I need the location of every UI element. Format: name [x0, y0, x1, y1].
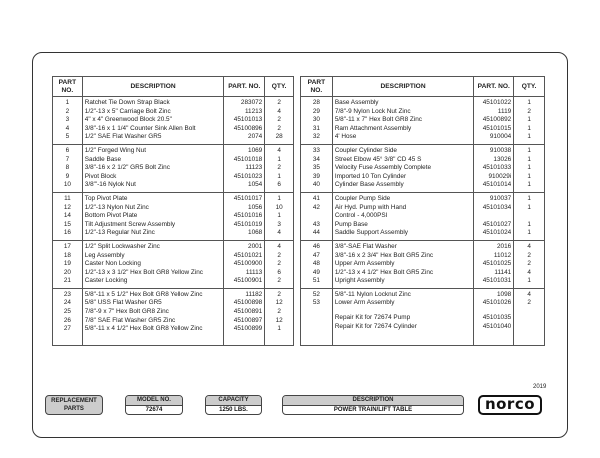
header-qty: QTY. — [514, 77, 545, 97]
part-no-cell: 18 — [53, 252, 83, 261]
part-no-cell: 33 — [301, 144, 333, 155]
table-row — [53, 212, 294, 221]
table-row — [53, 173, 294, 182]
description-cell: Saddle Base — [82, 156, 224, 165]
part-number-cell: 45101014 — [474, 181, 514, 192]
description-cell: 5/8"-11 x 5 1/2" Hex Bolt GR8 Yellow Zinc — [82, 288, 224, 299]
qty-cell: 1 — [265, 173, 294, 182]
part-no-cell: 4 — [53, 125, 83, 134]
part-no-cell — [301, 212, 333, 221]
part-number-cell: 45100891 — [224, 308, 265, 317]
part-no-cell: 48 — [301, 260, 333, 269]
qty-cell: 1 — [514, 221, 545, 230]
description-cell: 1/2"-13 Nylon Nut Zinc — [82, 204, 224, 213]
table-row — [301, 277, 545, 288]
qty-cell: 1 — [514, 204, 545, 213]
qty-cell: 1 — [514, 277, 545, 288]
qty-cell: 12 — [265, 317, 294, 326]
qty-cell: 1 — [265, 325, 294, 336]
table-row — [301, 116, 545, 125]
part-no-cell: 49 — [301, 269, 333, 278]
part-no-cell: 30 — [301, 116, 333, 125]
part-no-cell: 11 — [53, 192, 83, 203]
filler-cell — [514, 333, 545, 345]
part-number-cell: 11213 — [224, 108, 265, 117]
qty-cell: 2 — [265, 288, 294, 299]
part-no-cell: 1 — [53, 97, 83, 108]
part-number-cell: 45100897 — [224, 317, 265, 326]
description-cell: Coupler Pump Side — [332, 192, 473, 203]
header-part-no: PART NO. — [53, 77, 83, 97]
qty-cell: 1 — [514, 156, 545, 165]
qty-cell: 2 — [265, 277, 294, 288]
description-cell: 7/8"-9 Nylon Lock Nut Zinc — [332, 108, 473, 117]
replacement-parts-text: REPLACEMENT PARTS — [51, 398, 97, 412]
table-row — [301, 192, 545, 203]
qty-cell: 1 — [514, 192, 545, 203]
part-number-cell — [474, 212, 514, 221]
header-part-number: PART. NO. — [474, 77, 514, 97]
table-row — [301, 125, 545, 134]
header-description: DESCRIPTION — [82, 77, 224, 97]
table-row — [53, 260, 294, 269]
qty-cell: 2 — [265, 308, 294, 317]
part-number-cell: 45100899 — [224, 325, 265, 336]
description-cell: 4" x 4" Greenwood Block 20.5" — [82, 116, 224, 125]
capacity-value: 1250 LBS. — [219, 407, 248, 413]
part-no-cell: 25 — [53, 308, 83, 317]
part-no-cell: 14 — [53, 212, 83, 221]
qty-cell: 1 — [265, 192, 294, 203]
filler-cell — [301, 333, 333, 345]
part-no-cell: 32 — [301, 133, 333, 144]
table-row — [53, 181, 294, 192]
part-number-cell: 45100892 — [474, 116, 514, 125]
table-row — [301, 164, 545, 173]
qty-cell: 2 — [514, 252, 545, 261]
part-no-cell: 23 — [53, 288, 83, 299]
table-row — [301, 252, 545, 261]
filler-cell — [265, 336, 294, 346]
qty-cell: 1 — [514, 144, 545, 155]
description-cell: 1/2"-13 x 5" Carriage Bolt Zinc — [82, 108, 224, 117]
description-cell: 5/8" USS Flat Washer GR5 — [82, 299, 224, 308]
table-row — [301, 240, 545, 251]
qty-cell: 2 — [265, 260, 294, 269]
part-number-cell: 45101013 — [224, 116, 265, 125]
table-row — [53, 240, 294, 251]
qty-cell: 1 — [514, 116, 545, 125]
qty-cell: 2 — [265, 164, 294, 173]
part-no-cell: 29 — [301, 108, 333, 117]
description-cell: Tilt Adjustment Screw Assembly — [82, 221, 224, 230]
qty-cell: 1 — [514, 133, 545, 144]
description-cell: Pivot Block — [82, 173, 224, 182]
qty-cell: 1 — [514, 173, 545, 182]
description-value: POWER TRAIN/LIFT TABLE — [333, 407, 413, 413]
qty-cell: 2 — [265, 97, 294, 108]
part-no-cell: 35 — [301, 164, 333, 173]
part-number-cell: 45101019 — [224, 221, 265, 230]
replacement-parts-label — [45, 395, 103, 415]
part-no-cell — [301, 323, 333, 334]
table-row — [301, 221, 545, 230]
table-row — [301, 133, 545, 144]
part-number-cell: 45101035 — [474, 314, 514, 323]
part-number-cell: 45101024 — [474, 229, 514, 240]
table-row — [53, 252, 294, 261]
qty-cell: 4 — [514, 269, 545, 278]
part-number-cell: 1056 — [224, 204, 265, 213]
table-row — [301, 204, 545, 213]
description-cell: 1/2"-13 x 4 1/2" Hex Bolt GR5 Zinc — [332, 269, 473, 278]
part-no-cell: 34 — [301, 156, 333, 165]
part-number-cell: 45100900 — [224, 260, 265, 269]
part-number-cell: 45100901 — [224, 277, 265, 288]
description-cell: Repair Kit for 72674 Pump — [332, 314, 473, 323]
part-no-cell: 41 — [301, 192, 333, 203]
parts-table-left — [52, 76, 294, 346]
part-number-cell: 45101022 — [474, 97, 514, 108]
description-cell: 5/8"-11 Nylon Locknut Zinc — [332, 288, 473, 299]
qty-cell: 4 — [265, 229, 294, 240]
table-row — [53, 221, 294, 230]
part-no-cell: 53 — [301, 299, 333, 308]
part-number-cell: 11012 — [474, 252, 514, 261]
filler-cell — [53, 336, 83, 346]
part-no-cell — [301, 314, 333, 323]
qty-cell: 2 — [514, 108, 545, 117]
parts-table-right — [300, 76, 545, 346]
table-row — [53, 204, 294, 213]
description-cell: Upright Assembly — [332, 277, 473, 288]
table-row — [301, 144, 545, 155]
part-number-cell: 1119 — [474, 108, 514, 117]
part-no-cell: 26 — [53, 317, 83, 326]
part-no-cell: 47 — [301, 252, 333, 261]
table-row — [301, 156, 545, 165]
part-no-cell: 43 — [301, 221, 333, 230]
qty-cell: 6 — [265, 181, 294, 192]
table-row — [53, 299, 294, 308]
qty-cell: 2 — [265, 252, 294, 261]
part-number-cell: 11182 — [224, 288, 265, 299]
table-row — [53, 164, 294, 173]
part-no-cell: 21 — [53, 277, 83, 288]
description-cell: 3/8"-16 x 2 1/2" GR5 Bolt Zinc — [82, 164, 224, 173]
qty-cell: 1 — [514, 164, 545, 173]
qty-cell: 4 — [514, 288, 545, 299]
part-no-cell: 2 — [53, 108, 83, 117]
part-number-cell: 45101017 — [224, 192, 265, 203]
model-label: MODEL NO. — [126, 396, 182, 406]
qty-cell: 2 — [265, 116, 294, 125]
part-no-cell: 20 — [53, 269, 83, 278]
part-number-cell: 45101023 — [224, 173, 265, 182]
part-no-cell: 9 — [53, 173, 83, 182]
part-no-cell: 39 — [301, 173, 333, 182]
table-row — [53, 269, 294, 278]
table-row — [53, 288, 294, 299]
qty-cell: 10 — [265, 204, 294, 213]
part-number-cell: 45101025 — [474, 260, 514, 269]
description-cell: 3/8"-SAE Flat Washer — [332, 240, 473, 251]
part-number-cell: 45101018 — [224, 156, 265, 165]
part-no-cell: 28 — [301, 97, 333, 108]
part-no-cell: 27 — [53, 325, 83, 336]
part-no-cell: 7 — [53, 156, 83, 165]
description-cell: 7/8" SAE Flat Washer GR5 Zinc — [82, 317, 224, 326]
part-number-cell: 45100898 — [224, 299, 265, 308]
qty-cell: 1 — [265, 212, 294, 221]
part-no-cell: 31 — [301, 125, 333, 134]
table-row — [301, 212, 545, 221]
description-cell: Caster Locking — [82, 277, 224, 288]
description-cell: Top Pivot Plate — [82, 192, 224, 203]
description-cell: 4' Hose — [332, 133, 473, 144]
table-row — [301, 314, 545, 323]
description-cell: Velocity Fuse Assembly Complete — [332, 164, 473, 173]
part-number-cell: 45101027 — [474, 221, 514, 230]
part-number-cell: 910037 — [474, 192, 514, 203]
table-row — [53, 277, 294, 288]
part-no-cell: 15 — [53, 221, 83, 230]
qty-cell: 1 — [514, 229, 545, 240]
filler-cell — [474, 333, 514, 345]
table-row — [53, 116, 294, 125]
table-row — [53, 229, 294, 240]
description-cell: Repair Kit for 72674 Cylinder — [332, 323, 473, 334]
part-number-cell: 45101021 — [224, 252, 265, 261]
part-number-cell: 1054 — [224, 181, 265, 192]
table-row — [53, 108, 294, 117]
description-cell: Ram Attachment Assembly — [332, 125, 473, 134]
table-row — [301, 323, 545, 334]
table-row — [53, 325, 294, 336]
capacity-box — [205, 395, 262, 415]
qty-cell — [514, 314, 545, 323]
qty-cell: 1 — [514, 181, 545, 192]
model-value: 72674 — [145, 407, 163, 413]
qty-cell: 2 — [514, 260, 545, 269]
part-number-cell: 11141 — [474, 269, 514, 278]
table-row — [301, 299, 545, 308]
part-no-cell: 16 — [53, 229, 83, 240]
table-row — [301, 288, 545, 299]
qty-cell: 6 — [265, 269, 294, 278]
filler-row — [53, 336, 294, 346]
table-row — [53, 133, 294, 144]
description-cell: Bottom Pivot Plate — [82, 212, 224, 221]
part-no-cell: 3 — [53, 116, 83, 125]
description-cell: Ratchet Tie Down Strap Black — [82, 97, 224, 108]
part-no-cell: 46 — [301, 240, 333, 251]
description-cell: Cylinder Base Assembly — [332, 181, 473, 192]
table-row — [301, 108, 545, 117]
part-no-cell: 6 — [53, 144, 83, 155]
table-row — [301, 173, 545, 182]
part-no-cell: 17 — [53, 240, 83, 251]
part-no-cell: 42 — [301, 204, 333, 213]
part-no-cell: 51 — [301, 277, 333, 288]
part-number-cell: 45101033 — [474, 164, 514, 173]
norco-logo: norco — [478, 395, 542, 415]
part-number-cell: 1098 — [474, 288, 514, 299]
table-row — [301, 181, 545, 192]
table-row — [53, 125, 294, 134]
table-row — [53, 308, 294, 317]
description-box — [282, 395, 464, 415]
description-cell: 3/8"-16 x 1 1/4" Counter Sink Allen Bolt — [82, 125, 224, 134]
description-cell: 1/2" SAE Flat Washer GR5 — [82, 133, 224, 144]
part-number-cell: 11123 — [224, 164, 265, 173]
part-number-cell: 2001 — [224, 240, 265, 251]
qty-cell: 1 — [514, 125, 545, 134]
table-row — [53, 156, 294, 165]
part-no-cell: 19 — [53, 260, 83, 269]
part-number-cell: 910038 — [474, 144, 514, 155]
qty-cell: 4 — [265, 240, 294, 251]
qty-cell: 12 — [265, 299, 294, 308]
part-no-cell: 5 — [53, 133, 83, 144]
description-cell: 3/8"'-16 Nylok Nut — [82, 181, 224, 192]
part-no-cell: 8 — [53, 164, 83, 173]
description-cell: 5/8"-11 x 4 1/2" Hex Bolt GR8 Yellow Zinc — [82, 325, 224, 336]
table-row — [301, 229, 545, 240]
description-cell: 1/2" Forged Wing Nut — [82, 144, 224, 155]
description-cell: Saddle Support Assembly — [332, 229, 473, 240]
qty-cell: 4 — [514, 240, 545, 251]
qty-cell: 2 — [514, 299, 545, 308]
filler-cell — [82, 336, 224, 346]
table-row — [301, 260, 545, 269]
filler-cell — [224, 336, 265, 346]
description-cell: Imported 10 Ton Cylinder — [332, 173, 473, 182]
description-cell: Street Elbow 45° 3/8" CD 45 S — [332, 156, 473, 165]
capacity-label: CAPACITY — [206, 396, 261, 406]
table-row — [53, 317, 294, 326]
table-row — [53, 144, 294, 155]
qty-cell: 28 — [265, 133, 294, 144]
part-no-cell: 44 — [301, 229, 333, 240]
description-cell: Lower Arm Assembly — [332, 299, 473, 308]
description-cell: 5/8"-11 x 7" Hex Bolt GR8 Zinc — [332, 116, 473, 125]
description-cell: Air Hyd. Pump with Hand — [332, 204, 473, 213]
description-cell: Upper Arm Assembly — [332, 260, 473, 269]
description-cell: Control - 4,000PSI — [332, 212, 473, 221]
part-number-cell: 45101034 — [474, 204, 514, 213]
part-number-cell: 13026 — [474, 156, 514, 165]
part-number-cell: 45101015 — [474, 125, 514, 134]
part-number-cell: 45101040 — [474, 323, 514, 334]
qty-cell: 4 — [265, 144, 294, 155]
part-number-cell: 1069 — [224, 144, 265, 155]
qty-cell: 1 — [514, 97, 545, 108]
description-cell: 3/8"-16 x 2 3/4" Hex Bolt GR5 Zinc — [332, 252, 473, 261]
table-row — [53, 97, 294, 108]
header-qty: QTY. — [265, 77, 294, 97]
description-label: DESCRIPTION — [283, 396, 463, 406]
qty-cell — [514, 323, 545, 334]
description-cell: Caster Non Locking — [82, 260, 224, 269]
description-cell: Leg Assembly — [82, 252, 224, 261]
part-number-cell: 45101031 — [474, 277, 514, 288]
qty-cell: 2 — [265, 125, 294, 134]
qty-cell — [514, 212, 545, 221]
part-number-cell: 45100896 — [224, 125, 265, 134]
part-no-cell: 12 — [53, 204, 83, 213]
part-no-cell: 52 — [301, 288, 333, 299]
part-no-cell: 40 — [301, 181, 333, 192]
filler-cell — [332, 333, 473, 345]
part-number-cell: 2016 — [474, 240, 514, 251]
description-cell: Coupler Cylinder Side — [332, 144, 473, 155]
header-part-no: PART NO. — [301, 77, 333, 97]
part-number-cell: 1068 — [224, 229, 265, 240]
part-number-cell: 910004 — [474, 133, 514, 144]
table-row — [301, 97, 545, 108]
year: 2019 — [533, 384, 547, 390]
table-row — [53, 192, 294, 203]
part-number-cell: 11113 — [224, 269, 265, 278]
qty-cell: 3 — [265, 221, 294, 230]
part-no-cell: 24 — [53, 299, 83, 308]
description-cell: 1/2" Split Lockwasher Zinc — [82, 240, 224, 251]
header-description: DESCRIPTION — [332, 77, 473, 97]
part-number-cell: 283072 — [224, 97, 265, 108]
header-part-number: PART. NO. — [224, 77, 265, 97]
model-number-box — [125, 395, 183, 415]
description-cell: 7/8"-9 x 7" Hex Bolt GR8 Zinc — [82, 308, 224, 317]
part-no-cell: 10 — [53, 181, 83, 192]
description-cell: 1/2"-13 Regular Nut Zinc — [82, 229, 224, 240]
part-number-cell: 45101016 — [224, 212, 265, 221]
qty-cell: 4 — [265, 108, 294, 117]
description-cell: Base Assembly — [332, 97, 473, 108]
filler-row — [301, 333, 545, 345]
description-cell: Pump Base — [332, 221, 473, 230]
part-number-cell: 2074 — [224, 133, 265, 144]
part-number-cell: 910029i — [474, 173, 514, 182]
qty-cell: 1 — [265, 156, 294, 165]
table-row — [301, 269, 545, 278]
description-cell: 1/2"-13 x 3 1/2" Hex Bolt GR8 Yellow Zinc — [82, 269, 224, 278]
part-number-cell: 45101026 — [474, 299, 514, 308]
